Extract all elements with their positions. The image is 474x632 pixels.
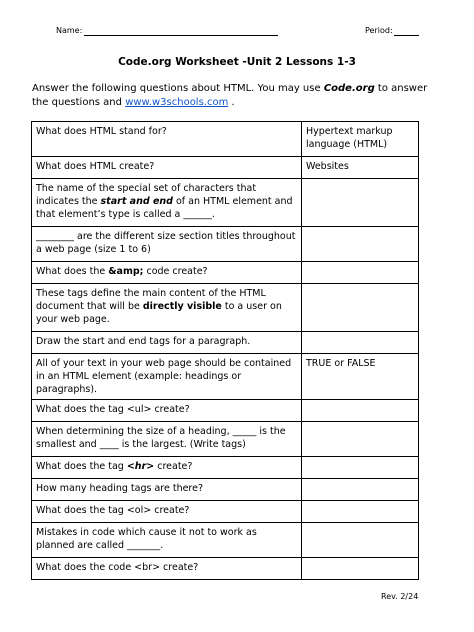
question-text: ________ are the different size section titles throughout a web page (size 1 to 6): [36, 231, 296, 255]
period-blank-line: [394, 35, 419, 36]
answer-cell[interactable]: [302, 523, 419, 558]
question-emphasis: &amp;: [108, 266, 144, 277]
answer-cell[interactable]: [302, 354, 419, 400]
worksheet-title: Code.org Worksheet -Unit 2 Lessons 1-3: [118, 56, 356, 68]
question-text: to a user on your web page.: [36, 301, 282, 325]
answer-cell[interactable]: [302, 262, 419, 284]
question-text: How many heading tags are there?: [36, 483, 204, 494]
table-row: [32, 457, 419, 479]
question-text: create?: [154, 461, 193, 472]
table-row: [32, 284, 419, 332]
codeorg-emphasis: Code.org: [323, 83, 375, 94]
question-text: What does the tag <ol> create?: [36, 505, 190, 516]
question-emphasis: <hr>: [126, 461, 155, 472]
question-text: code create?: [143, 266, 208, 277]
answer-text: Websites: [306, 161, 349, 172]
question-text: What does the tag <ul> create?: [36, 404, 190, 415]
question-cell: [32, 400, 302, 422]
question-cell: [32, 479, 302, 501]
question-text: What does HTML stand for?: [36, 126, 167, 137]
w3schools-link[interactable]: www.w3schools.com: [125, 97, 229, 108]
header-line: [0, 26, 474, 40]
question-text: When determining the size of a heading, _____ is the smallest and ____ is the largest. (Write tags): [36, 426, 286, 450]
table-row: [32, 523, 419, 558]
answer-cell[interactable]: [302, 501, 419, 523]
instructions-text-2: to answer the questions and: [32, 83, 428, 108]
question-text: of an HTML element and that element’s type is called a ______.: [36, 196, 293, 220]
question-cell: [32, 122, 302, 157]
table-row: [32, 354, 419, 400]
question-cell: [32, 501, 302, 523]
question-cell: [32, 179, 302, 227]
answer-cell[interactable]: [302, 558, 419, 580]
answer-cell[interactable]: [302, 284, 419, 332]
question-cell: [32, 332, 302, 354]
question-text: The name of the special set of characters that indicates the: [36, 183, 257, 207]
instructions-paragraph: [32, 82, 442, 110]
question-cell: [32, 558, 302, 580]
table-row: [32, 179, 419, 227]
revision-note: Rev. 2/24: [381, 592, 419, 601]
question-text: These tags define the main content of the HTML document that will be: [36, 288, 266, 312]
question-cell: [32, 157, 302, 179]
question-text: What does the: [36, 266, 109, 277]
question-text: Draw the start and end tags for a paragraph.: [36, 336, 251, 347]
question-cell: [32, 227, 302, 262]
answer-text: TRUE or FALSE: [306, 358, 376, 369]
answer-cell[interactable]: [302, 227, 419, 262]
question-cell: [32, 422, 302, 457]
table-row: [32, 227, 419, 262]
answer-cell[interactable]: [302, 422, 419, 457]
table-row: [32, 501, 419, 523]
answer-cell[interactable]: [302, 332, 419, 354]
question-text: What does HTML create?: [36, 161, 155, 172]
table-row: [32, 400, 419, 422]
instructions-text-3: .: [228, 97, 235, 108]
answer-cell[interactable]: [302, 479, 419, 501]
question-emphasis: directly visible: [142, 301, 222, 312]
question-cell: [32, 262, 302, 284]
question-cell: [32, 523, 302, 558]
question-cell: [32, 354, 302, 400]
table-row: [32, 332, 419, 354]
question-emphasis: start and end: [100, 196, 173, 207]
name-blank-line: [84, 35, 278, 36]
question-table: [31, 121, 419, 580]
question-cell: [32, 284, 302, 332]
table-row: [32, 122, 419, 157]
answer-cell[interactable]: [302, 457, 419, 479]
question-text: What does the tag: [36, 461, 127, 472]
period-label: Period:: [365, 26, 393, 35]
answer-cell[interactable]: [302, 122, 419, 157]
answer-cell[interactable]: [302, 157, 419, 179]
table-row: [32, 422, 419, 457]
table-row: [32, 479, 419, 501]
instructions-text-1: Answer the following questions about HTML. You may use: [32, 83, 324, 94]
table-row: [32, 262, 419, 284]
answer-text: Hypertext markup language (HTML): [306, 126, 393, 150]
question-text: What does the code <br> create?: [36, 562, 199, 573]
name-label: Name:: [56, 26, 83, 35]
question-text: Mistakes in code which cause it not to work as planned are called _______.: [36, 527, 257, 551]
table-row: [32, 558, 419, 580]
question-cell: [32, 457, 302, 479]
answer-cell[interactable]: [302, 179, 419, 227]
answer-cell[interactable]: [302, 400, 419, 422]
question-text: All of your text in your web page should be contained in an HTML element (example: headings or paragraphs).: [36, 358, 292, 395]
table-row: [32, 157, 419, 179]
